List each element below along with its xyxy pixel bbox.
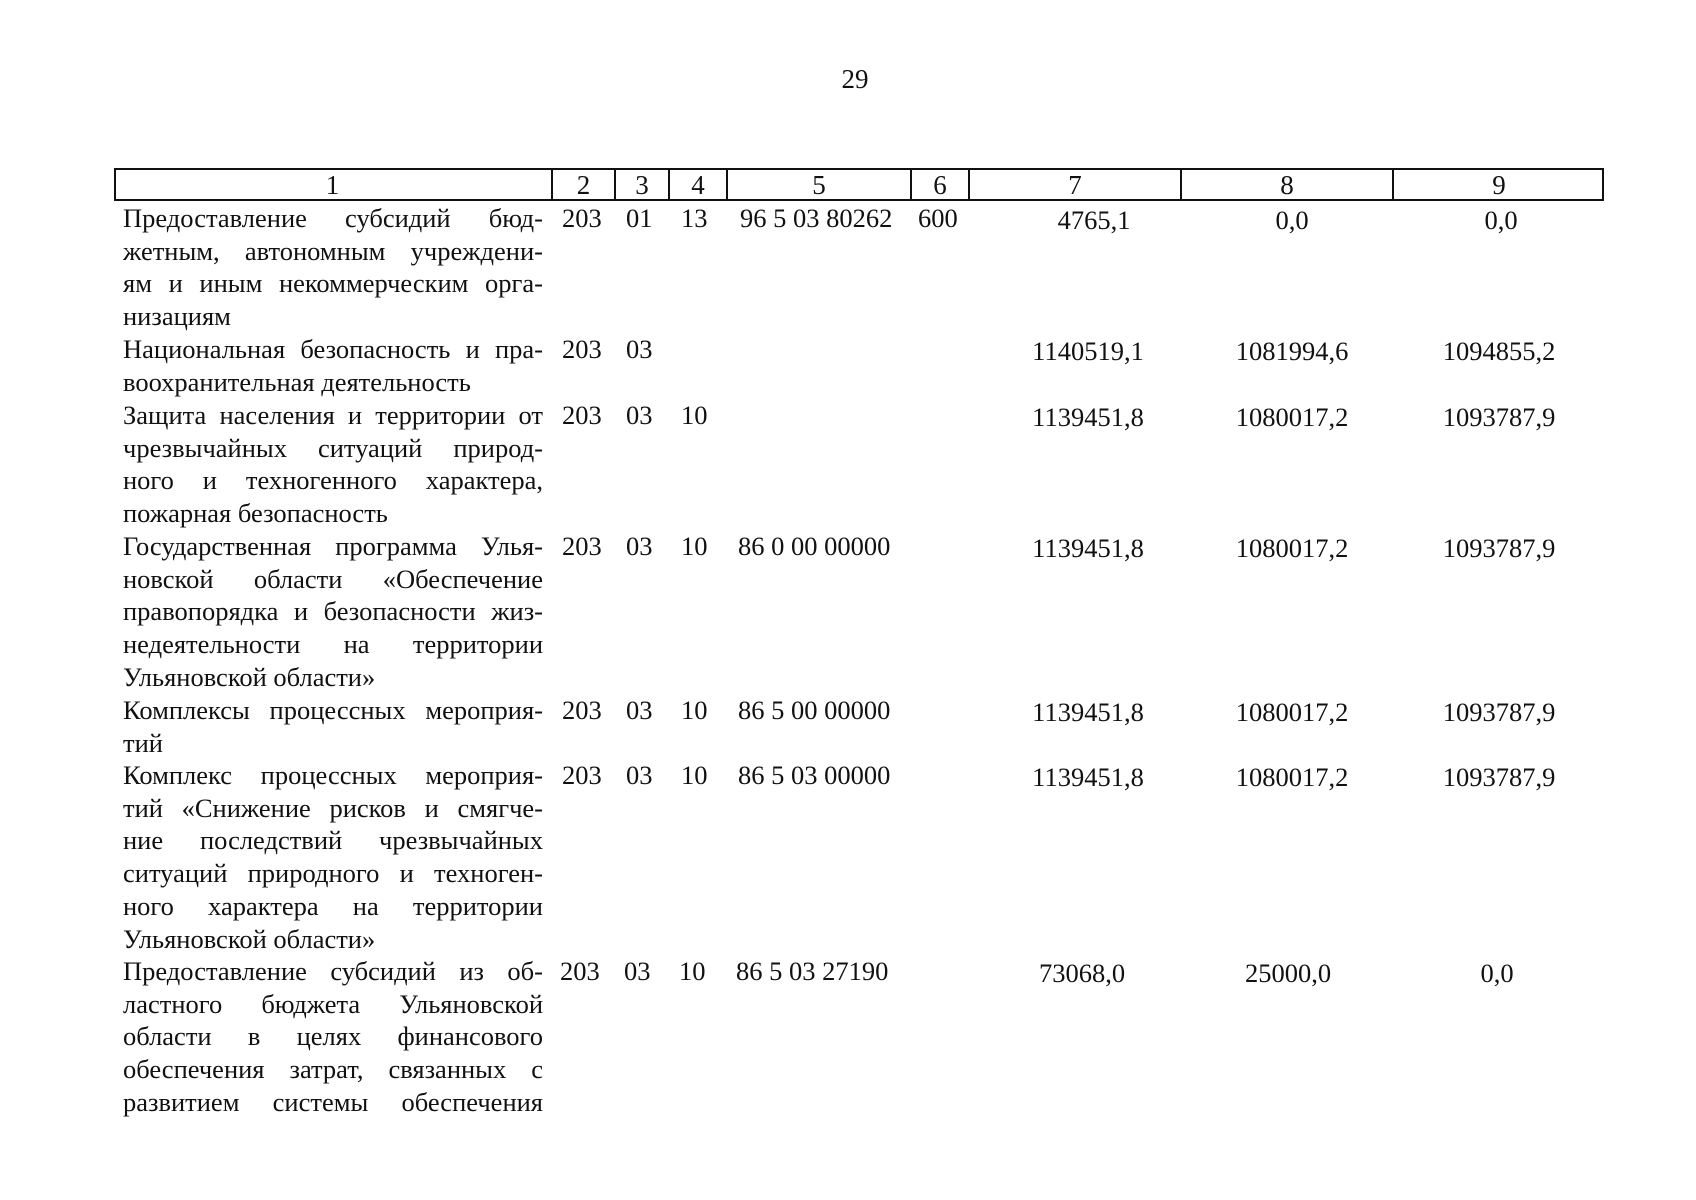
description-line: воохранительная деятельность — [123, 366, 471, 397]
description-line: Государственная программа Улья- — [123, 531, 543, 561]
cell-c4: 10 — [681, 760, 708, 790]
cell-c9: 0,0 — [1480, 958, 1514, 988]
description-line: новской области «Обеспечение — [123, 563, 543, 594]
cell-c3: 03 — [626, 695, 653, 725]
cell-c7: 4765,1 — [1057, 205, 1131, 235]
cell-c7: 1139451,8 — [1032, 762, 1144, 792]
header-col-9: 9 — [1492, 170, 1506, 200]
cell-c7: 1140519,1 — [1032, 336, 1144, 366]
cell-c8: 1080017,2 — [1235, 533, 1349, 563]
cell-c8: 1080017,2 — [1235, 762, 1349, 792]
cell-c2: 203 — [562, 760, 602, 790]
row-description — [123, 399, 543, 530]
cell-c9: 1093787,9 — [1442, 762, 1556, 792]
cell-c9: 1093787,9 — [1442, 697, 1556, 727]
header-col-4: 4 — [691, 170, 705, 200]
description-line: чрезвычайных ситуаций природ- — [123, 432, 543, 463]
header-col-5: 5 — [812, 170, 826, 200]
cell-c5: 86 5 00 00000 — [738, 695, 891, 725]
cell-c2: 203 — [562, 203, 602, 233]
description-line: ластного бюджета Ульяновской — [123, 988, 543, 1019]
header-col-1: 1 — [325, 170, 340, 200]
cell-c4: 10 — [681, 531, 708, 561]
cell-c2: 203 — [562, 531, 602, 561]
description-line: Ульяновской области» — [123, 661, 376, 692]
description-line: обеспечения затрат, связанных с — [123, 1054, 543, 1085]
header-col-3: 3 — [635, 170, 649, 200]
header-col-2: 2 — [576, 170, 591, 200]
cell-c9: 1093787,9 — [1442, 533, 1556, 563]
header-col-6: 6 — [933, 170, 947, 200]
cell-c5: 96 5 03 80262 — [740, 203, 893, 233]
description-line: тий «Снижение рисков и смягче- — [123, 792, 543, 823]
description-line: недеятельности на территории — [123, 629, 543, 660]
cell-c3: 03 — [626, 760, 653, 790]
description-line: ситуаций природного и техноген- — [123, 858, 543, 889]
header-col-8: 8 — [1280, 170, 1294, 200]
cell-c3: 03 — [626, 531, 653, 561]
cell-c3: 03 — [626, 334, 653, 364]
header-col-7: 7 — [1068, 170, 1082, 200]
description-line: ние последствий чрезвычайных — [123, 825, 543, 856]
cell-c6: 600 — [918, 203, 958, 233]
row-description — [123, 694, 543, 759]
cell-c2: 203 — [562, 400, 602, 430]
description-line: пожарная безопасность — [123, 498, 388, 529]
cell-c4: 10 — [681, 400, 708, 430]
description-line: развитием системы обеспечения — [123, 1086, 543, 1117]
description-line: ям и иным некоммерческим орга- — [123, 268, 543, 299]
cell-c5: 86 5 03 00000 — [738, 760, 891, 790]
row-description — [123, 955, 543, 1119]
cell-c9: 1094855,2 — [1442, 336, 1556, 366]
row-description — [123, 759, 543, 955]
cell-c7: 73068,0 — [1038, 958, 1126, 988]
description-line: тий — [123, 727, 163, 758]
description-line: правопорядка и безопасности жиз- — [123, 596, 543, 627]
description-line: области в целях финансового — [123, 1021, 543, 1052]
description-line: Предоставление субсидий из об- — [123, 956, 543, 986]
cell-c8: 0,0 — [1275, 205, 1309, 235]
description-line: ного и техногенного характера, — [123, 465, 543, 496]
cell-c2: 203 — [562, 695, 602, 725]
cell-c2: 203 — [560, 956, 600, 986]
description-line: Защита населения и территории от — [123, 400, 543, 430]
description-line: Ульяновской области» — [123, 923, 376, 954]
description-line: ного характера на территории — [123, 890, 543, 921]
description-line: Комплекс процессных мероприя- — [123, 760, 543, 790]
page-number: 29 — [841, 64, 869, 94]
cell-c3: 03 — [626, 400, 653, 430]
cell-c2: 203 — [562, 334, 602, 364]
description-line: Предоставление субсидий бюд- — [123, 203, 543, 233]
cell-c9: 0,0 — [1484, 205, 1518, 235]
cell-c4: 10 — [679, 956, 706, 986]
cell-c4: 13 — [681, 203, 708, 233]
cell-c8: 1081994,6 — [1235, 336, 1349, 366]
cell-c5: 86 0 00 00000 — [738, 531, 891, 561]
description-line: низациям — [123, 301, 231, 332]
cell-c8: 1080017,2 — [1235, 697, 1349, 727]
description-line: Национальная безопасность и пра- — [123, 334, 543, 364]
cell-c9: 1093787,9 — [1442, 402, 1556, 432]
description-line: Комплексы процессных мероприя- — [123, 695, 543, 725]
cell-c8: 25000,0 — [1244, 958, 1332, 988]
row-description — [123, 202, 543, 333]
cell-c3: 03 — [624, 956, 651, 986]
cell-c7: 1139451,8 — [1032, 533, 1144, 563]
cell-c7: 1139451,8 — [1032, 697, 1144, 727]
row-description — [123, 333, 543, 398]
description-line: жетным, автономным учреждени- — [123, 235, 543, 266]
cell-c5: 86 5 03 27190 — [736, 956, 889, 986]
cell-c7: 1139451,8 — [1032, 402, 1144, 432]
cell-c3: 01 — [626, 203, 653, 233]
row-description — [123, 530, 543, 694]
cell-c8: 1080017,2 — [1235, 402, 1349, 432]
cell-c4: 10 — [681, 695, 708, 725]
